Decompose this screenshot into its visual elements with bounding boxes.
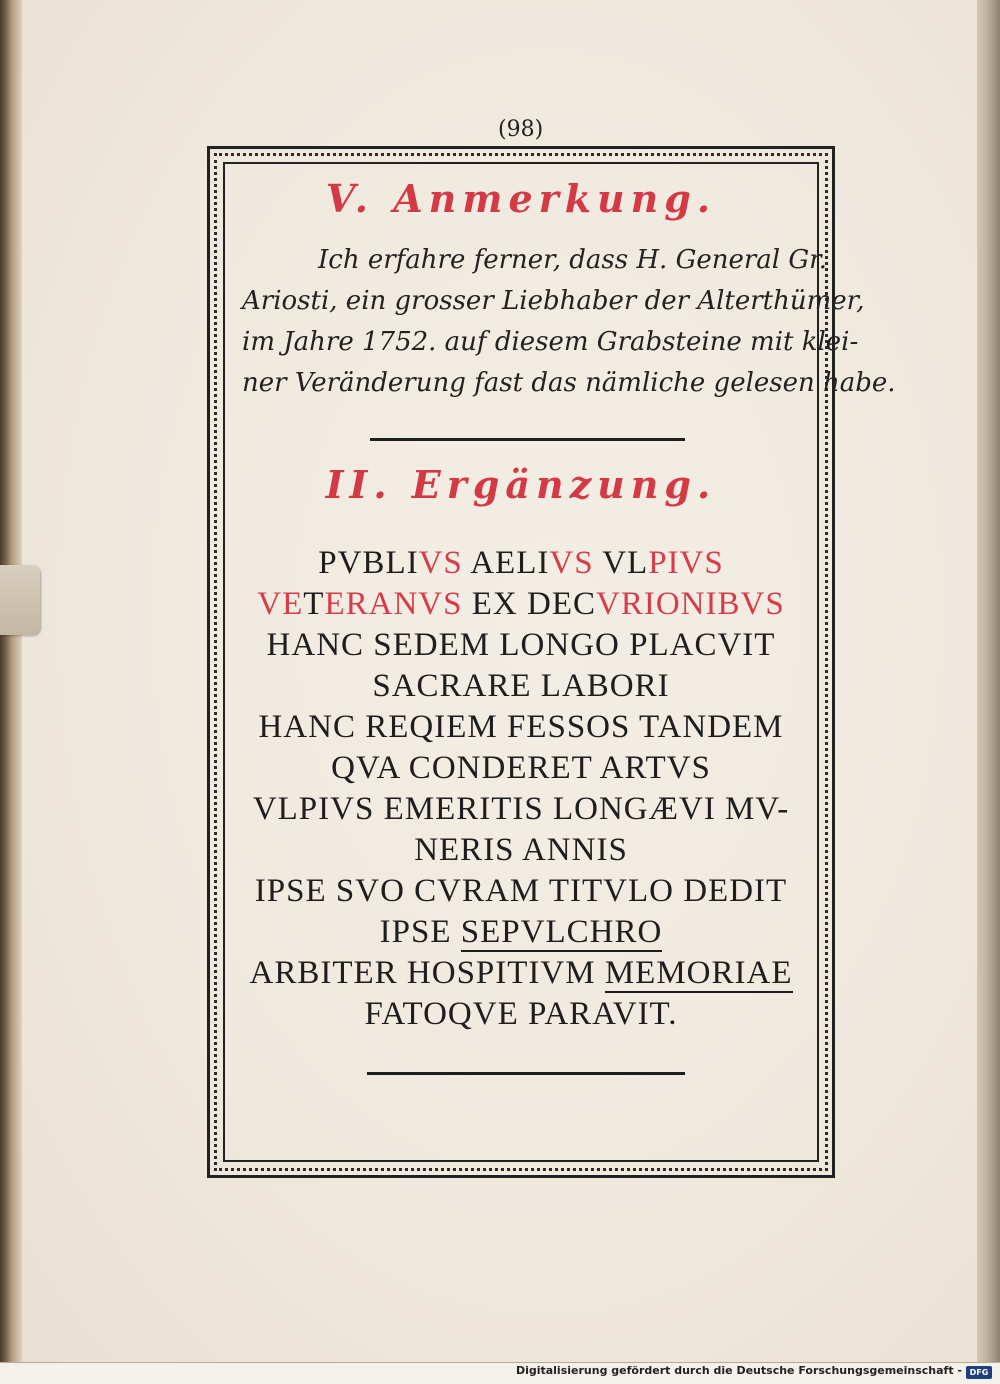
- page-number: (98): [498, 117, 544, 142]
- note-line: Ariosti, ein grosser Liebhaber der Alterthümer,: [242, 286, 865, 316]
- dfg-logo: DFG: [966, 1366, 992, 1379]
- page-tab-marker: [0, 565, 40, 635]
- note-line: ner Veränderung fast das nämliche gelesen habe.: [242, 368, 896, 398]
- heading-ergaenzung: II. Ergänzung.: [325, 462, 717, 507]
- divider-rule: [370, 438, 685, 441]
- inscription-line: SACRARE LABORI: [372, 668, 670, 704]
- inscription-line: NERIS ANNIS: [414, 832, 628, 868]
- heading-anmerkung: V. Anmerkung.: [325, 176, 717, 221]
- inscription-line: PVBLIVS AELIVS VLPIVS: [318, 545, 724, 581]
- note-line: im Jahre 1752. auf diesem Grabsteine mit klei-: [242, 327, 859, 357]
- funding-note: Digitalisierung gefördert durch die Deutsche Forschungsgemeinschaft -: [515, 1364, 962, 1377]
- inscription-line: HANC SEDEM LONGO PLACVIT: [266, 627, 776, 663]
- note-line: Ich erfahre ferner, dass H. General Gr.: [318, 245, 827, 275]
- note-paragraph: [242, 245, 896, 409]
- inscription-text: [232, 545, 810, 1037]
- inscription-line: VLPIVS EMERITIS LONGÆVI MV-: [252, 791, 790, 827]
- inscription-line: QVA CONDERET ARTVS: [331, 750, 711, 786]
- inscription-line: IPSE SVO CVRAM TITVLO DEDIT: [254, 873, 788, 909]
- inscription-line: HANC REQIEM FESSOS TANDEM: [258, 709, 784, 745]
- inscription-line: VETERANVS EX DECVRIONIBVS: [257, 586, 785, 622]
- divider-rule-bottom: [367, 1072, 685, 1075]
- inscription-line: FATOQVE PARAVIT.: [364, 996, 678, 1032]
- inscription-line: IPSE SEPVLCHRO: [379, 914, 663, 950]
- inscription-line: ARBITER HOSPITIVM MEMORIAE: [249, 955, 793, 991]
